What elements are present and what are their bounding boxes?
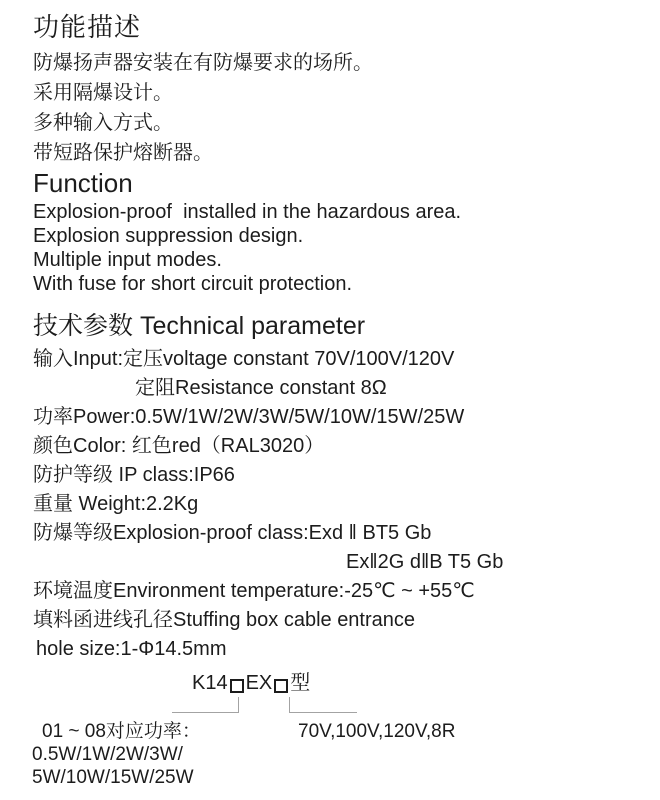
technical-parameters xyxy=(33,345,640,664)
function-description-cn xyxy=(33,48,640,168)
spec-weight: 重量 Weight:2.2Kg xyxy=(33,493,199,515)
spec-environment-temperature: 环境温度Environment temperature:-25℃ ~ +55℃ xyxy=(33,580,475,602)
text-line: 01 ~ 08对应功率： xyxy=(42,721,201,742)
spec-hole-size: hole size:1-Φ14.5mm xyxy=(36,638,227,660)
spec-explosion-proof-class: 防爆等级Explosion-proof class:Exd ‖ BT5 Gb xyxy=(33,522,432,544)
text-line: 带短路保护熔断器。 xyxy=(33,142,213,164)
spec-power: 功率Power:0.5W/1W/2W/3W/5W/10W/15W/25W xyxy=(33,406,465,428)
text-line: 多种输入方式。 xyxy=(33,112,173,134)
connector-line-left xyxy=(172,697,239,713)
text-line: 防爆扬声器安装在有防爆要求的场所。 xyxy=(33,52,373,74)
text-line: 0.5W/1W/2W/3W/ xyxy=(32,744,183,765)
spec-stuffing-box: 填料函进线孔径Stuffing box cable entrance xyxy=(33,609,416,631)
spec-color: 颜色Color: 红色red（RAL3020） xyxy=(33,435,325,457)
model-prefix: K14 xyxy=(192,672,228,694)
model-placeholder-box-voltage xyxy=(274,679,288,693)
section-title-function-en: Function xyxy=(33,168,133,198)
model-voltage-options: 70V,100V,120V,8R xyxy=(298,721,456,742)
section-title-function-cn: 功能描述 xyxy=(33,12,142,42)
model-code xyxy=(192,672,310,694)
model-mid: EX xyxy=(245,672,273,694)
function-description-en xyxy=(33,200,640,296)
connector-line-right xyxy=(289,697,357,713)
model-suffix: 型 xyxy=(290,672,311,694)
text-line: Multiple input modes. xyxy=(33,249,222,271)
model-placeholder-box-power xyxy=(230,679,244,693)
spec-resistance: 定阻Resistance constant 8Ω xyxy=(135,377,387,399)
spec-ip-class: 防护等级 IP class:IP66 xyxy=(33,464,235,486)
text-line: Explosion-proof installed in the hazardous area. xyxy=(33,201,462,223)
section-title-technical-parameter: 技术参数 Technical parameter xyxy=(33,312,366,340)
text-line: 采用隔爆设计。 xyxy=(33,82,173,104)
text-line: Explosion suppression design. xyxy=(33,225,304,247)
text-line: With fuse for short circuit protection. xyxy=(33,273,353,295)
spec-explosion-proof-class-2: Ex‖2G d‖B T5 Gb xyxy=(346,551,504,573)
text-line: 5W/10W/15W/25W xyxy=(32,767,194,788)
spec-input: 输入Input:定压voltage constant 70V/100V/120V xyxy=(33,348,455,370)
model-power-options xyxy=(32,720,201,789)
